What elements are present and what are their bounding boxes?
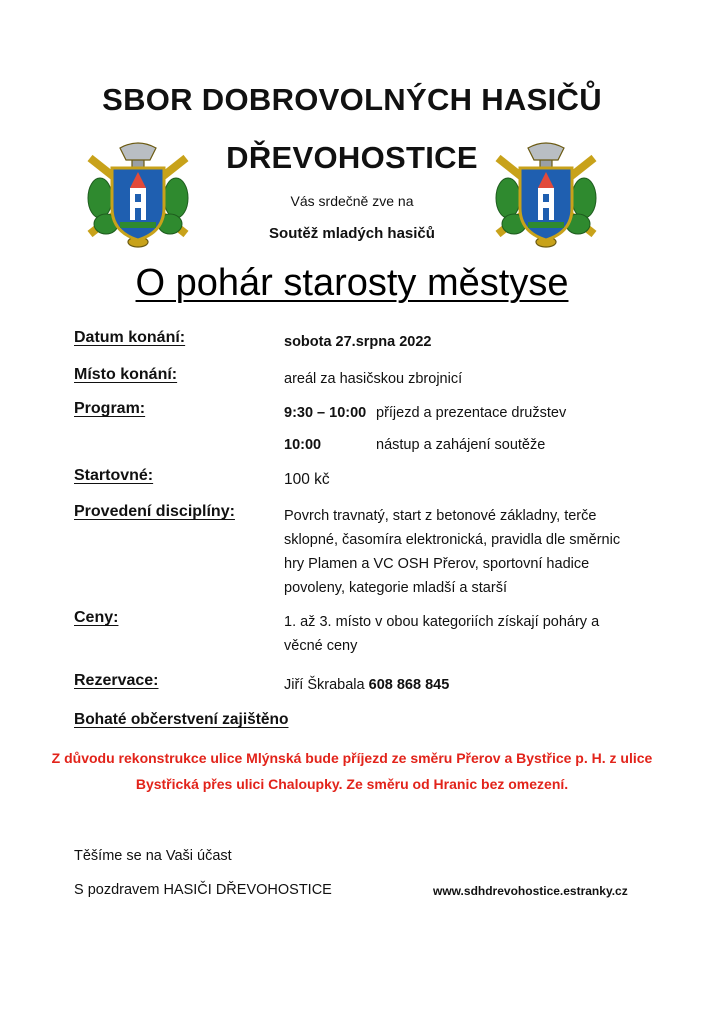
fee-value: 100 kč	[284, 471, 330, 488]
place-label: Místo konání:	[74, 366, 178, 383]
program-label: Program:	[74, 400, 146, 417]
invite-text: Vás srdečně zve na	[290, 193, 414, 209]
program-text: nástup a zahájení soutěže	[376, 437, 546, 453]
signature: S pozdravem HASIČI DŘEVOHOSTICE	[74, 882, 332, 898]
website-link[interactable]: www.sdhdrevohostice.estranky.cz	[433, 884, 628, 898]
contest-name: Soutěž mladých hasičů	[269, 225, 435, 242]
reservation-name: Jiří Škrabala	[284, 677, 365, 693]
prizes-value: 1. až 3. místo v obou kategoriích získají poháry a věcné ceny	[284, 614, 600, 654]
disciplines-value: Povrch travnatý, start z betonové základny, terče sklopné, časomíra elektronická, pravidla dle směrnic hry Plamen a VC OSH Přerov, sportovní hadice povoleny, kategorie mladší a starší	[284, 508, 621, 596]
date-value: sobota 27.srpna 2022	[284, 334, 432, 350]
program-time: 10:00	[284, 437, 322, 453]
event-title: O pohár starosty městyse	[135, 262, 569, 304]
reservation-phone[interactable]: 608 868 845	[368, 677, 450, 693]
org-name: SBOR DOBROVOLNÝCH HASIČŮ	[102, 82, 602, 117]
fee-label: Startovné:	[74, 467, 154, 484]
place-value: areál za hasičskou zbrojnicí	[284, 371, 463, 387]
program-item	[284, 433, 629, 457]
reservation-value	[284, 673, 629, 697]
reservation-label: Rezervace:	[74, 672, 159, 689]
program-time: 9:30 – 10:00	[284, 405, 367, 421]
org-town: DŘEVOHOSTICE	[226, 140, 478, 175]
refreshments-note: Bohaté občerstvení zajištěno	[74, 711, 289, 728]
program-item	[284, 401, 629, 425]
program-text: příjezd a prezentace družstev	[376, 405, 567, 421]
road-notice: Z důvodu rekonstrukce ulice Mlýnská bude příjezd ze směru Přerov a Bystřice p. H. z ulice Bystřická přes ulici Chaloupky. Ze směru od Hranic bez omezení.	[51, 750, 653, 792]
prizes-label: Ceny:	[74, 609, 119, 626]
greeting: Těšíme se na Vaši účast	[74, 848, 232, 864]
disciplines-label: Provedení disciplíny:	[74, 503, 235, 520]
date-label: Datum konání:	[74, 329, 186, 346]
